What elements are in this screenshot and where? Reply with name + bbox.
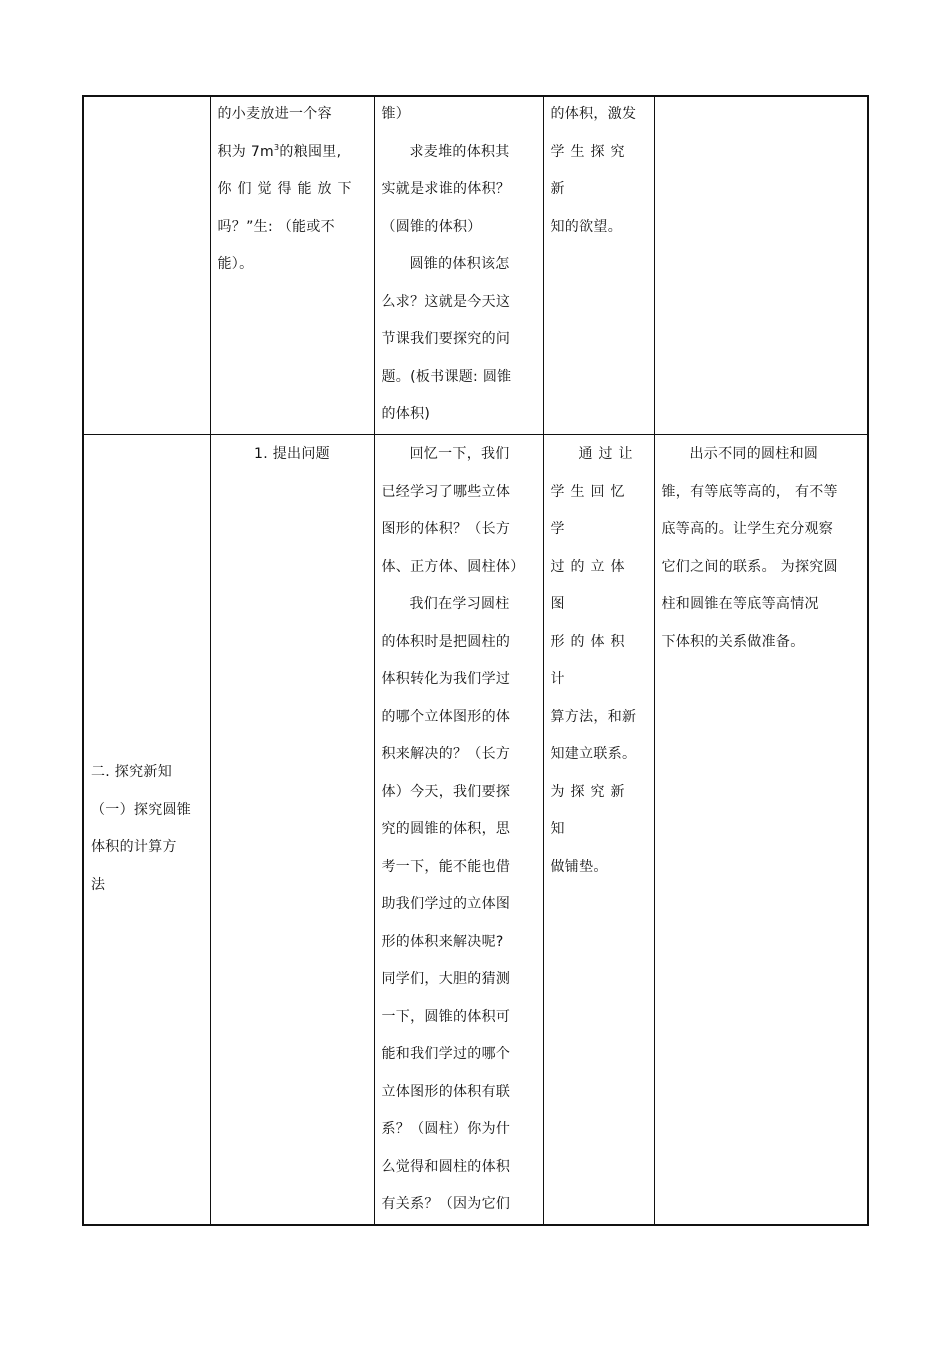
text-line: 做铺垫。 bbox=[550, 858, 608, 875]
stage-cell bbox=[83, 96, 210, 435]
intent-cell bbox=[543, 96, 654, 435]
activity-heading: 1. 提出问题 bbox=[254, 446, 330, 462]
stage-cell bbox=[83, 435, 210, 1225]
text-line: 系？（圆柱）你为什 bbox=[381, 1121, 511, 1137]
text-line: 体、正方体、圆柱体） bbox=[381, 558, 525, 575]
text-line: 形的体积计 bbox=[550, 633, 631, 687]
text-line: 的体积) bbox=[381, 406, 431, 422]
stage-subtitle: 法 bbox=[91, 876, 106, 893]
activity-cell bbox=[210, 96, 374, 435]
text-line: 学生探究新 bbox=[550, 143, 631, 197]
text-line: 体）今天，我们要探 bbox=[381, 783, 511, 800]
notes-cell bbox=[654, 96, 868, 435]
text-line: 么求？这就是今天这 bbox=[381, 293, 511, 310]
activity-cell bbox=[210, 435, 374, 1225]
text-line: 的小麦放进一个容 bbox=[217, 106, 332, 122]
text-line: 考一下，能不能也借 bbox=[381, 858, 511, 875]
text-line: 求麦堆的体积其 bbox=[409, 143, 510, 160]
text-line: 形的体积来解决呢? bbox=[381, 933, 504, 950]
text-line: 的哪个立体图形的体 bbox=[381, 708, 511, 725]
text-line: 过的立体图 bbox=[550, 558, 631, 612]
teacher-cell bbox=[374, 96, 543, 435]
text-line: 同学们，大胆的猜测 bbox=[381, 971, 511, 987]
text-line: 柱和圆锥在等底等高情况 bbox=[661, 596, 819, 612]
text-line: 节课我们要探究的问 bbox=[381, 331, 511, 347]
text-line: 知的欲望。 bbox=[550, 218, 622, 235]
text-line: 实就是求谁的体积？ bbox=[381, 181, 511, 197]
text-line: 积来解决的？（长方 bbox=[381, 746, 511, 762]
table-row bbox=[83, 96, 868, 435]
text-line: 底等高的。让学生充分观察 bbox=[661, 521, 834, 537]
text-line: 一下，圆锥的体积可 bbox=[381, 1008, 511, 1025]
text-line: 吗？”生: （能或不 bbox=[217, 218, 335, 235]
text-fragment: 的粮囤里, bbox=[279, 143, 342, 160]
text-line: 通过让 bbox=[578, 446, 639, 462]
text-line: 体积转化为我们学过 bbox=[381, 671, 511, 687]
text-line: 我们在学习圆柱 bbox=[409, 596, 510, 612]
text-line: 究的圆锥的体积，思 bbox=[381, 821, 511, 837]
superscript: 3 bbox=[274, 142, 280, 152]
text-line: 立体图形的体积有联 bbox=[381, 1083, 511, 1100]
text-line: 已经学习了哪些立体 bbox=[381, 483, 511, 500]
table-row bbox=[83, 435, 868, 1225]
text-line: 题。(板书课题: 圆锥 bbox=[381, 368, 512, 385]
text-line: 的体积时是把圆柱的 bbox=[381, 633, 511, 650]
text-line: 回忆一下，我们 bbox=[409, 446, 510, 462]
teacher-cell bbox=[374, 435, 543, 1225]
text-line: 知建立联系。 bbox=[550, 746, 637, 762]
text-line: 助我们学过的立体图 bbox=[381, 896, 511, 912]
text-line: 你们觉得能放下 bbox=[217, 181, 358, 197]
text-line: 图形的体积？（长方 bbox=[381, 521, 511, 537]
text-line: 锥） bbox=[381, 106, 411, 122]
text-line: 出示不同的圆柱和圆 bbox=[689, 446, 819, 462]
text-line: 有关系？（因为它们 bbox=[381, 1196, 511, 1212]
text-line: （圆锥的体积） bbox=[381, 218, 482, 235]
text-line: 算方法，和新 bbox=[550, 708, 637, 725]
volume-text: 积为 7m bbox=[217, 143, 274, 160]
lesson-plan-table bbox=[82, 95, 869, 1226]
stage-title: 二. 探究新知 bbox=[91, 764, 172, 780]
stage-subtitle: （一）探究圆锥 bbox=[91, 801, 192, 818]
text-line: 它们之间的联系。 为探究圆 bbox=[661, 558, 838, 575]
text-line: 能和我们学过的哪个 bbox=[381, 1046, 511, 1062]
text-line: 下体积的关系做准备。 bbox=[661, 633, 805, 650]
text-line: 为探究新知 bbox=[550, 783, 631, 837]
text-line: 么觉得和圆柱的体积 bbox=[381, 1158, 511, 1175]
intent-cell bbox=[543, 435, 654, 1225]
stage-subtitle: 体积的计算方 bbox=[91, 839, 177, 855]
notes-cell bbox=[654, 435, 868, 1225]
text-line: 能）。 bbox=[217, 256, 254, 272]
text-line: 锥，有等底等高的， 有不等 bbox=[661, 483, 838, 500]
text-line bbox=[218, 134, 367, 172]
text-line: 学生回忆学 bbox=[550, 483, 631, 537]
text-line: 的体积，激发 bbox=[550, 106, 637, 122]
text-line: 圆锥的体积该怎 bbox=[409, 256, 510, 272]
